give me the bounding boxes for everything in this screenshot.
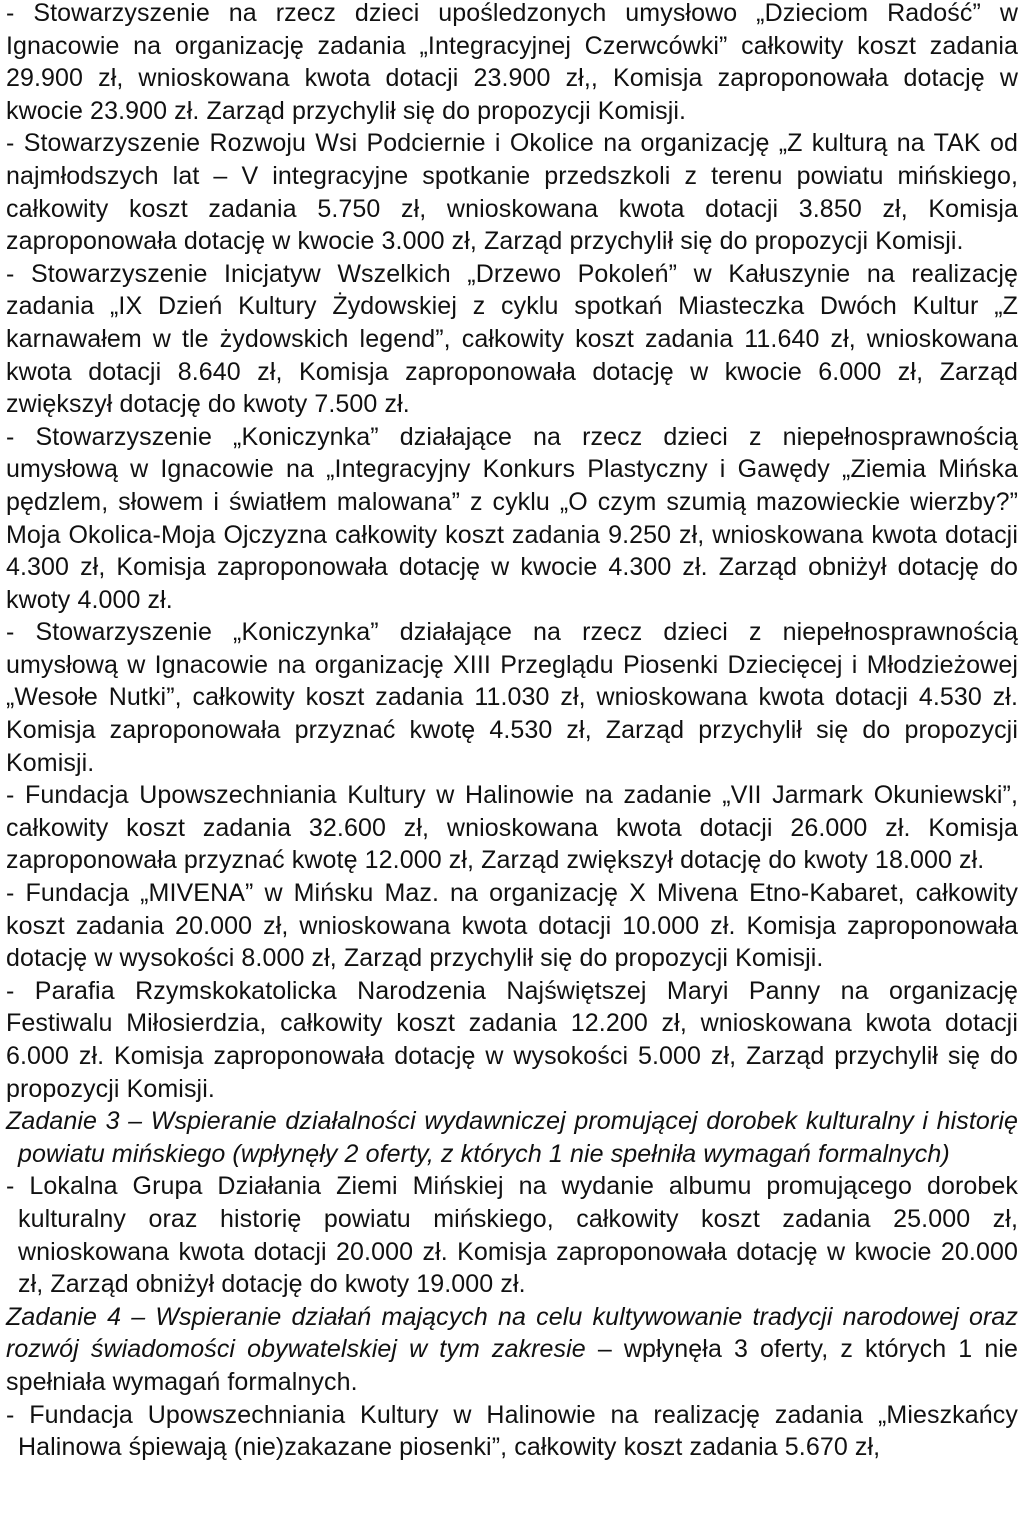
paragraph-parafia: - Parafia Rzymskokatolicka Narodzenia Najświętszej Maryi Panny na organizację Festiwalu Miłosierdzia, całkowity koszt zadania 12.200 zł, wnioskowana kwota dotacji 6.000 zł. Komisja zaproponowała dotację w wysokości 5.000 zł, Zarząd przychylił się do propozycji Komisji. xyxy=(6,976,1018,1103)
paragraph-jarmark-okuniewski: - Fundacja Upowszechniania Kultury w Halinowie na zadanie „VII Jarmark Okuniewski”, całkowity koszt zadania 32.600 zł, wnioskowana kwota dotacji 26.000 zł. Komisja zaproponowała przyznać kwotę 12.000 zł, Zarząd zwiększył dotację do kwoty 18.000 zł. xyxy=(6,781,1018,875)
zadanie-4-title: Zadanie 4 – Wspieranie działań mających na celu kultywowanie tradycji narodowej oraz rozwój świadomości obywatelskiej w tym zakresie xyxy=(6,1302,1018,1364)
paragraph-koniczynka-przeglad: - Stowarzyszenie „Koniczynka” działające na rzecz dzieci z niepełnosprawnością umysłową w Ignacowie na organizację XIII Przeglądu Piosenki Dziecięcej i Młodzieżowej „Wesołe Nutki”, całkowity koszt zadania 11.030 zł, wnioskowana kwota dotacji 4.530 zł. Komisja zaproponowała przyznać kwotę 4.530 zł, Zarząd przychylił się do propozycji Komisji. xyxy=(6,618,1018,777)
heading-zadanie-3: Zadanie 3 – Wspieranie działalności wydawniczej promującej dorobek kulturalny i historię powiatu mińskiego (wpłynęły 2 oferty, z których 1 nie spełniła wymagań formalnych) xyxy=(6,1107,1018,1168)
paragraph-halinow-piosenki: - Fundacja Upowszechniania Kultury w Halinowie na realizację zadania „Mieszkańcy Halinowa śpiewają (nie)zakazane piosenki”, całkowity koszt zadania 5.670 zł, xyxy=(6,1400,1018,1462)
paragraph-lgd-album: - Lokalna Grupa Działania Ziemi Mińskiej na wydanie albumu promującego dorobek kulturalny oraz historię powiatu mińskiego, całkowity koszt zadania 25.000 zł, wnioskowana kwota dotacji 20.000 zł. Komisja zaproponowała dotację w kwocie 20.000 zł, Zarząd obniżył dotację do kwoty 19.000 zł. xyxy=(6,1172,1018,1299)
heading-zadanie-4 xyxy=(6,1301,1018,1399)
paragraph-podciernie: - Stowarzyszenie Rozwoju Wsi Podciernie i Okolice na organizację „Z kulturą na TAK od najmłodszych lat – V integracyjne spotkanie przedszkoli z terenu powiatu mińskiego, całkowity koszt zadania 5.750 zł, wnioskowana kwota dotacji 3.850 zł, Komisja zaproponowała dotację w kwocie 3.000 zł, Zarząd przychylił się do propozycji Komisji. xyxy=(6,129,1018,256)
zadanie-4-note: – wpłynęła 3 oferty, z których 1 nie spełniała wymagań formalnych. xyxy=(6,1335,1019,1396)
paragraph-dzieciom-radosc: - Stowarzyszenie na rzecz dzieci upośledzonych umysłowo „Dzieciom Radość” w Ignacowie na organizację zadania „Integracyjnej Czerwcówki” całkowity koszt zadania 29.900 zł, wnioskowana kwota dotacji 23.900 zł,, Komisja zaproponowała dotację w kwocie 23.900 zł. Zarząd przychylił się do propozycji Komisji. xyxy=(6,0,1018,125)
paragraph-drzewo-pokolen: - Stowarzyszenie Inicjatyw Wszelkich „Drzewo Pokoleń” w Kałuszynie na realizację zadania „IX Dzień Kultury Żydowskiej z cyklu spotkań Miasteczka Dwóch Kultur „Z karnawałem w tle żydowskich legend”, całkowity koszt zadania 11.640 zł, wnioskowana kwota dotacji 8.640 zł, Komisja zaproponowała dotację w kwocie 6.000 zł, Zarząd zwiększył dotację do kwoty 7.500 zł. xyxy=(6,259,1018,419)
paragraph-mivena: - Fundacja „MIVENA” w Mińsku Maz. na organizację X Mivena Etno-Kabaret, całkowity koszt zadania 20.000 zł, wnioskowana kwota dotacji 10.000 zł. Komisja zaproponowała dotację w wysokości 8.000 zł, Zarząd przychylił się do propozycji Komisji. xyxy=(6,879,1018,973)
paragraph-koniczynka-konkurs: - Stowarzyszenie „Koniczynka” działające na rzecz dzieci z niepełnosprawnością umysłową w Ignacowie na „Integracyjny Konkurs Plastyczny i Gawędy „Ziemia Mińska pędzlem, słowem i światłem malowana” z cyklu „O czym szumią mazowieckie wierzby?” Moja Okolica-Moja Ojczyzna całkowity koszt zadania 9.250 zł, wnioskowana kwota dotacji 4.300 zł, Komisja zaproponowała dotację w kwocie 4.300 zł. Zarząd obniżył dotację do kwoty 4.000 zł. xyxy=(6,422,1018,614)
